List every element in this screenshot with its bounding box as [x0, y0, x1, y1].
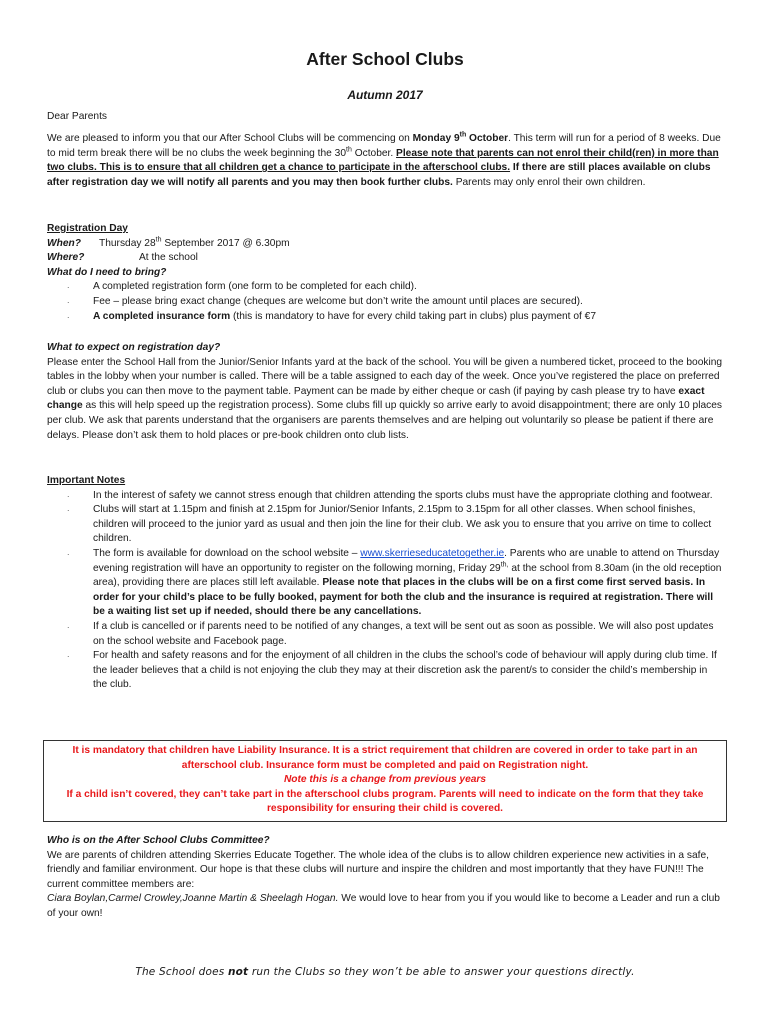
committee-section [47, 834, 723, 922]
expect-paragraph: Please enter the School Hall from the Junior/Senior Infants yard at the back of the school. You will be given a numbered ticket, proceed to the booking tables in the lobby when your number is called. There will be a table assigned to each day of the week. Once you’ve registered the place on preferred club or clubs you can then move to the payment table. Payment can be made by either cheque or cash (if paying by cash please try to have exact change as this will help speed up the registration process). Some clubs fill up quickly so arrive early to avoid disappointment; there are only 10 places per club. We ask that parents understand that the organisers are parents themselves and are helping out voluntarily so please be patient if there are delays. Please don’t ask them to hold places or pre-book children onto club lists. [47, 356, 723, 441]
where-row [47, 251, 723, 266]
footer-disclaimer: The School does not run the Clubs so they won’t be able to answer your questions directly. [135, 966, 635, 978]
bring-heading: What do I need to bring? [47, 266, 167, 278]
when-label: When? [47, 237, 81, 249]
warning-line: It is mandatory that children have Liability Insurance. It is a strict requirement that children are covered in order to take part in an afterschool club. Insurance form must be completed and paid on Registration night. [72, 745, 698, 771]
list-item: . If a club is cancelled or if parents need to be notified of any changes, a text will be sent out as soon as possible. We will also post updates on the school website and Facebook page. [47, 620, 723, 649]
intro-paragraph: We are pleased to inform you that our After School Clubs will be commencing on Monday 9th October. This term will run for a period of 8 weeks. Due to mid term break there will be no clubs the week beginning the 30th October. Please note that parents can not enrol their child(ren) in more than two clubs. This is to ensure that all children get a chance to participate in the afterschool clubs. If there are still places available on clubs after registration day we will notify all parents and you may then book further clubs. Parents may only enrol their own children. [47, 131, 721, 188]
when-value: Thursday 28th September 2017 @ 6.30pm [99, 236, 290, 249]
further-clubs-note: If there are still places available on clubs after registration day we will notify all parents and you may then book further clubs. [47, 162, 711, 188]
list-item: . Fee – please bring exact change (cheques are welcome but don’t write the amount until places are secured). [47, 295, 723, 310]
bring-list [47, 280, 723, 324]
where-label: Where? [47, 252, 85, 264]
notes-heading: Important Notes [47, 475, 126, 486]
registration-section [47, 222, 723, 324]
list-item: . Clubs will start at 1.15pm and finish at 2.15pm for Junior/Senior Infants, 2.15pm to 3.15pm for all other classes. When school finishes, children will proceed to the junior yard as usual and then join the line for their club. We ask you to ensure that you arrive on time to collect children. [47, 503, 723, 547]
list-item: . For health and safety reasons and for the enjoyment of all children in the clubs the school’s code of behaviour will apply during club time. If the leader believes that a child is not enjoying the club they may at their discretion ask the parent/s to consider the child’s membership in the club. [47, 649, 723, 693]
expect-section [47, 341, 723, 443]
when-row [47, 237, 723, 252]
warning-change-note: Note this is a change from previous years [283, 774, 487, 786]
page-subtitle: Autumn 2017 [347, 88, 423, 102]
notes-list [47, 489, 723, 693]
list-item: . In the interest of safety we cannot stress enough that children attending the sports clubs must have the appropriate clothing and footwear. [47, 489, 723, 504]
list-item: . A completed insurance form (this is mandatory to have for every child taking part in clubs) plus payment of €7 [47, 310, 723, 325]
committee-members: Ciara Boylan,Carmel Crowley,Joanne Martin & Sheelagh Hogan. [47, 893, 339, 905]
school-website-link[interactable]: www.skerrieseducatetogether.ie [360, 547, 505, 559]
list-item: . A completed registration form (one form to be completed for each child). [47, 280, 723, 295]
committee-heading: Who is on the After School Clubs Committee? [47, 835, 270, 846]
enrol-limit-note: Please note that parents can not enrol their child(ren) in more than two clubs. This is to ensure that all children get a chance to participate in the afterschool clubs. [47, 147, 719, 174]
salutation: Dear Parents [47, 111, 108, 122]
warning-line: If a child isn’t covered, they can’t take part in the afterschool clubs program. Parents will need to indicate on the form that they take responsibility for ensuring their child is covered. [66, 788, 704, 815]
page-title: After School Clubs [306, 49, 464, 69]
start-date: Monday 9th October [412, 131, 509, 144]
where-value: At the school [139, 252, 198, 264]
important-notes-section [47, 474, 723, 693]
insurance-warning-box [43, 740, 727, 822]
list-item: . The form is available for download on the school website – www.skerrieseducatetogether.ie. Parents who are unable to attend on Thursday evening registration will have an opportunity to register on the following morning, Friday $29^{th,}$ at the school from 8.30am (in the old reception area), providing there are places still left available. Please note that places in the clubs will be on a first come first served basis. In order for your child’s place to be fully booked, payment for both the club and the insurance is required at registration. There will be a waiting list set up if needed, should there be any cancellations. [47, 547, 723, 620]
committee-paragraph: We are parents of children attending Skerries Educate Together. The whole idea of the clubs is to allow children experience new activities in a safe, friendly and familiar environment. Our hope is that these clubs will nurture and inspire the children and most importantly that they have FUN!!! The current committee members are: Ciara Boylan,Carmel Crowley,Joanne Martin & Sheelagh Hogan. We would love to hear from you if you would like to become a Leader and run a club of your own! [47, 849, 720, 919]
registration-heading: Registration Day [47, 223, 128, 234]
expect-heading: What to expect on registration day? [47, 342, 221, 353]
